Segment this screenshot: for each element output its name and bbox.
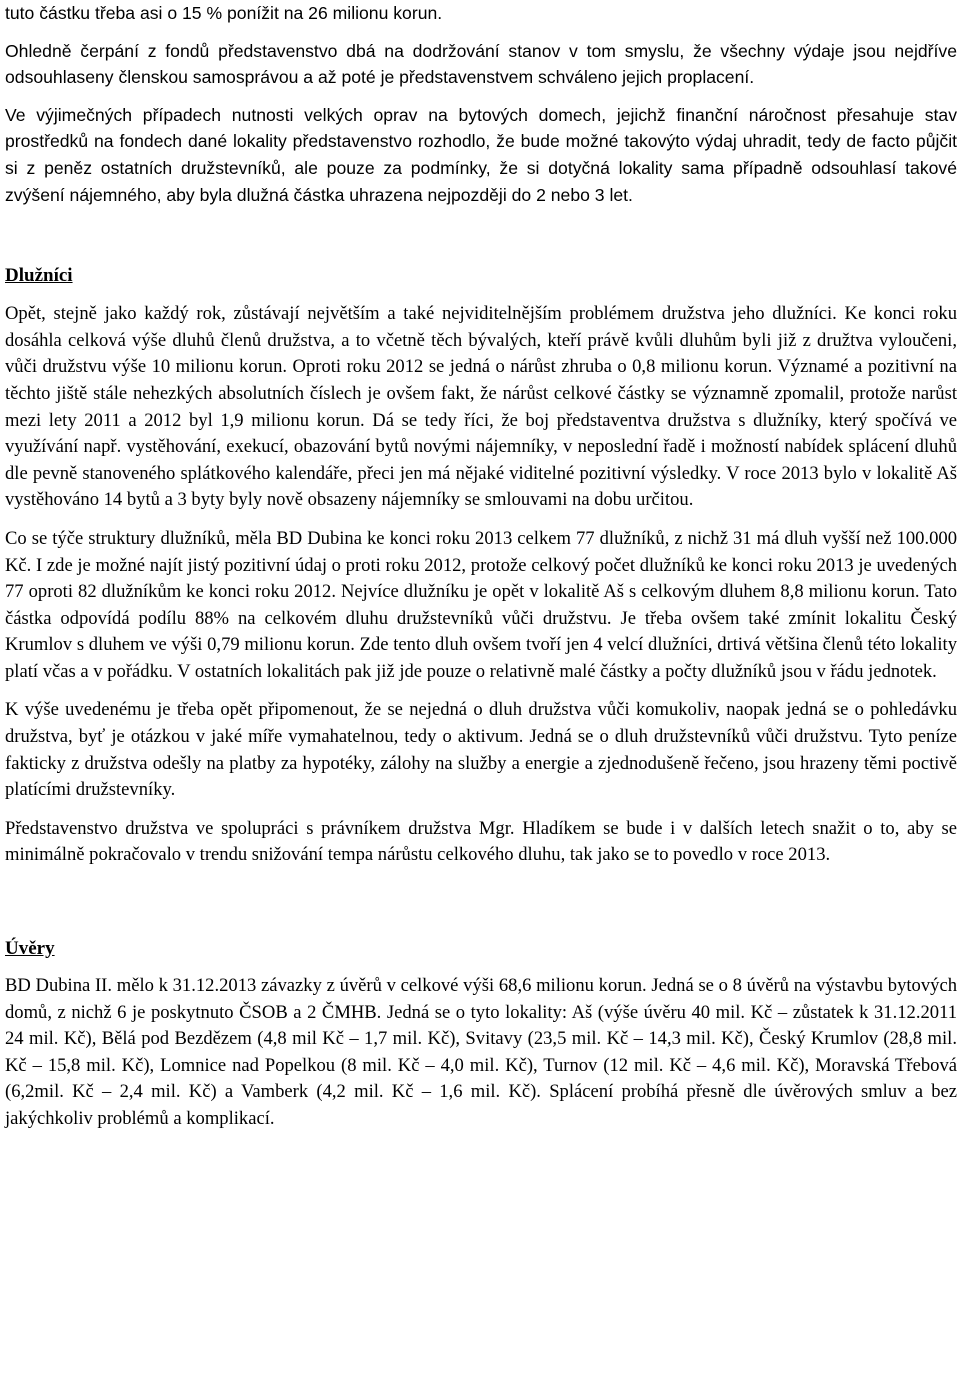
heading-loans: Úvěry — [5, 938, 55, 960]
paragraph-debtors-overview: Opět, stejně jako každý rok, zůstávají největším a také nejviditelnějším problémem družstva jeho dlužníci. Ke konci roku dosáhla celková výše dluhů členů družstva, a to včetně těch bývalých, kteří právě kvůli dluhům byli již z družtva vyloučeni, vůči družstvu výše 10 milionu korun. Oproti roku 2012 se jedná o nárůst zhruba o 0,8 milionu korun. Významé a pozitivní na těchto jiště stále nehezkých absolutních číslech je ovšem fakt, že nárůst celkové částky se významně zpomalil, protože narůst mezi lety 2011 a 2012 byl 1,9 milionu korun. Dá se tedy říci, že boj představentva družstva s dlužníky, který spočívá ve využívání např. vystěhování, exekucí, obazování bytů novými nájemníky, v neposlední řadě i možností nabídek splácení dluhů dle pevně stanoveného splátkového kalendáře, přeci jen má nějaké viditelné pozitivní výsledky. V roce 2013 bylo v lokalitě Aš vystěhováno 14 bytů a 3 byty byly nově obsazeny nájemníky se smlouvami na dobu určitou. — [5, 303, 957, 511]
paragraph-loans: BD Dubina II. mělo k 31.12.2013 závazky z úvěrů v celkové výši 68,6 milionu korun. Jedná se o 8 úvěrů na výstavbu bytových domů, z nichž 6 je poskytnuto ČSOB a 2 ČMHB. Jedná se o tyto lokality: Aš (výše úvěru 40 mil. Kč – zůstatek k 31.12.2011 24 mil. Kč), Bělá pod Bezdězem (4,8 mil Kč – 1,7 mil. Kč), Svitavy (23,5 mil. Kč – 14,3 mil. Kč), Český Krumlov (28,8 mil. Kč – 15,8 mil. Kč), Lomnice nad Popelkou (8 mil. Kč – 4,0 mil. Kč), Turnov (12 mil. Kč – 4,6 mil. Kč), Moravská Třebová (6,2mil. Kč – 2,4 mil. Kč) a Vamberk (4,2 mil. Kč – 1,6 mil. Kč). Splácení probíhá přesně dle úvěrových smluv a bez jakýchkoliv problémů a komplikací. — [5, 975, 957, 1129]
paragraph-exceptions: Ve výjimečných případech nutnosti velkých oprav na bytových domech, jejichž finanční náročnost přesahuje stav prostředků na fondech dané lokality představenstvo rozhodlo, že bude možné takovýto výdaj uhradit, tedy de facto půjčit si z peněz ostatních družstevníků, ale pouze za podmínky, že si dotyčná lokality sama případně odsouhlasí takové zvýšení nájemného, aby byla dlužná částka uhrazena nejpozději do 2 nebo 3 let. — [5, 104, 957, 205]
heading-debtors: Dlužníci — [5, 265, 73, 287]
document-page — [5, 0, 957, 1133]
paragraph-fonds: Ohledně čerpání z fondů představenstvo dbá na dodržování stanov v tom smyslu, že všechny výdaje jsou nejdříve odsouhlaseny členskou samosprávou a až poté je představenstvem schváleno jejich proplacení. — [5, 40, 957, 88]
paragraph-debtors-outlook: Představenstvo družstva ve spolupráci s právníkem družstva Mgr. Hladíkem se bude i v dalších letech snažit o to, aby se minimálně pokračovalo v trendu snižování tempa nárůstu celkového dluhu, tak jako se to povedlo v roce 2013. — [5, 817, 957, 866]
paragraph-debtors-receivable: K výše uvedenému je třeba opět připomenout, že se nejedná o dluh družstva vůči komukoliv, naopak jedná se o pohledávku družstva, byť je otázkou v jaké míře vymahatelnou, tedy o aktivum. Jedná se o dluh družstevníků vůči družstvu. Tyto peníze fakticky z družstva odešly na platby za hypotéky, zálohy na služby a energie a zjednodušeně řečeno, jsou hrazeny těmi poctivě platícími družstevníky. — [5, 699, 957, 801]
paragraph-intro-tail: tuto částku třeba asi o 15 % ponížit na 26 milionu korun. — [5, 3, 443, 23]
paragraph-debtors-structure: Co se týče struktury dlužníků, měla BD Dubina ke konci roku 2013 celkem 77 dlužníků, z nichž 31 má dluh vyšší než 100.000 Kč. I zde je možné najít jistý pozitivní údaj o proti roku 2012, protože celkový počet dlužníků ke konci roku 2013 je uvedených 77 oproti 82 dlužníkům ke konci roku 2012. Nejvíce dlužníku je opět v lokalitě Aš s celkovým dluhem 8,8 milionu korun. Tato částka odpovídá podílu 88% na celkovém dluhu družstevníků vůči družstvu. Je třeba ovšem také zmínit lokalitu Český Krumlov s dluhem ve výši 0,79 milionu korun. Zde tento dluh ovšem tvoří jen 4 velcí dlužníci, drtivá většina členů této lokality platí včas a v pořádku. V ostatních lokalitách pak již jde pouze o relativně malé částky a počty dlužníků jsou v řádu jednotek. — [5, 527, 957, 682]
